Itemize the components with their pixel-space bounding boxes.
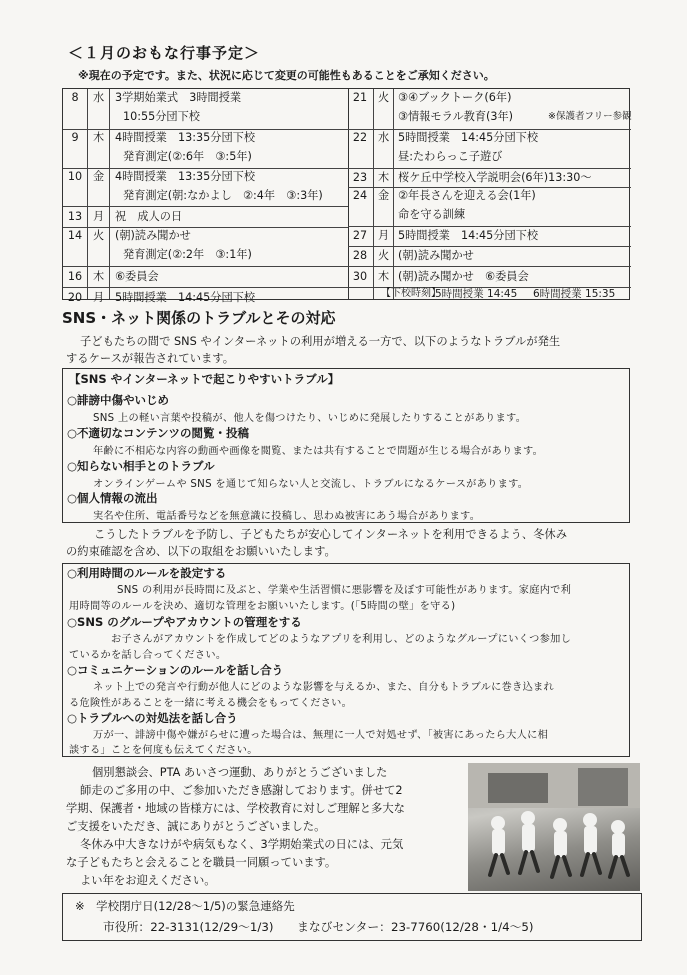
- schedule-event: 発育測定(朝:なかよし ②:4年 ③:3年): [123, 189, 323, 202]
- dismissal-five: 5時間授業 14:45: [435, 288, 518, 300]
- schedule-row-line: [348, 226, 631, 227]
- schedule-event: 昼:たわらっこ子遊び: [398, 150, 503, 163]
- schedule-event: 4時間授業 13:35分団下校: [115, 170, 256, 183]
- measure-text: ネット上での発言や行動が他人にどのような影響を与えるか、また、自分もトラブルに巻き込まれ: [93, 682, 555, 693]
- closing-line: 個別懇談会、PTA あいさつ運動、ありがとうございました: [92, 766, 388, 779]
- trouble-heading: ○個人情報の流出: [67, 491, 158, 505]
- troubles-box-title: 【SNS やインターネットで起こりやすいトラブル】: [69, 372, 340, 386]
- schedule-weekday: 水: [93, 91, 105, 104]
- measure-text: SNS の利用が長時間に及ぶと、学業や生活習慣に悪影響を及ぼす可能性があります。家庭内で利: [117, 585, 572, 596]
- sns-intro-line: するケースが報告されています。: [66, 352, 234, 365]
- sns-section-title: SNS・ネット関係のトラブルとその対応: [62, 309, 336, 327]
- measure-text: ているかを話し合ってください。: [69, 650, 227, 661]
- measure-text: お子さんがアカウントを作成してどのようなアプリを利用し、どのようなグループにいくつ参加し: [111, 634, 572, 645]
- schedule-day: 20: [67, 291, 83, 304]
- running-children-image: [468, 763, 640, 891]
- measure-heading: ○トラブルへの対処法を話し合う: [67, 711, 238, 725]
- measure-text: 万が一、誹謗中傷や嫌がらせに遭った場合は、無理に一人で対処せず、「被害にあったら大人に相: [93, 730, 549, 741]
- trouble-heading: ○不適切なコンテンツの閲覧・投稿: [67, 426, 249, 440]
- schedule-row-line: [63, 168, 348, 169]
- measure-heading: ○SNS のグループやアカウントの管理をする: [67, 615, 302, 629]
- schedule-event: (朝)読み聞かせ ⑥委員会: [398, 269, 529, 283]
- schedule-event: 3学期始業式 3時間授業: [115, 91, 242, 104]
- schedule-weekday: 火: [378, 249, 390, 262]
- schedule-weekday: 金: [93, 170, 105, 183]
- measure-heading: ○コミュニケーションのルールを話し合う: [67, 663, 284, 677]
- schedule-row-line: [348, 246, 631, 247]
- schedule-event: (朝)読み聞かせ: [115, 229, 191, 242]
- schedule-day: 27: [352, 229, 368, 242]
- schedule-event: 発育測定(②:2年 ③:1年): [123, 248, 252, 261]
- schedule-weekday: 水: [378, 131, 390, 144]
- schedule-day: 14: [67, 229, 83, 242]
- closing-line: よい年をお迎えください。: [80, 874, 216, 887]
- schedule-event: 発育測定(②:6年 ③:5年): [123, 150, 252, 163]
- closing-line: 冬休み中大きなけがや病気もなく、3学期始業式の日には、元気: [80, 838, 404, 851]
- trouble-heading: ○誹謗中傷やいじめ: [67, 393, 170, 407]
- closing-line: 学期、保護者・地域の皆様方には、学校教育に対しご理解と多大な: [66, 802, 405, 815]
- students-photo: [468, 763, 640, 891]
- schedule-event: 5時間授業 14:45分団下校: [398, 131, 539, 144]
- schedule-event: 5時間授業 14:45分団下校: [398, 229, 539, 242]
- schedule-weekday: 金: [378, 189, 390, 202]
- schedule-row-line: [348, 129, 631, 130]
- schedule-note: ※保護者フリー参観: [548, 111, 632, 122]
- schedule-day: 13: [67, 209, 83, 223]
- schedule-divider: [109, 89, 110, 299]
- schedule-weekday: 月: [93, 209, 105, 223]
- schedule-event: 祝 成人の日: [115, 209, 183, 223]
- dismissal-six: 6時間授業 15:35: [533, 288, 616, 300]
- schedule-row-line: [63, 266, 348, 267]
- emergency-contact-box: [62, 893, 642, 941]
- sns-intro-line: 子どもたちの間で SNS やインターネットの利用が増える一方で、以下のようなトラブルが発生: [80, 335, 561, 348]
- schedule-weekday: 火: [378, 91, 390, 104]
- schedule-weekday: 月: [93, 291, 105, 304]
- schedule-day: 21: [352, 91, 368, 104]
- measure-heading: ○利用時間のルールを設定する: [67, 566, 227, 580]
- schedule-day: 30: [352, 269, 368, 283]
- schedule-event: 4時間授業 13:35分団下校: [115, 131, 256, 144]
- schedule-event: ③情報モラル教育(3年): [398, 110, 514, 123]
- schedule-weekday: 木: [378, 269, 390, 283]
- schedule-event: (朝)読み聞かせ: [398, 249, 474, 262]
- schedule-row-line: [348, 266, 631, 267]
- schedule-event: ③④ブックトーク(6年): [398, 91, 512, 104]
- measures-box: [62, 563, 630, 757]
- measure-text: 用時間等のルールを決め、適切な管理をお願いいたします。(「5時間の壁」を守る): [69, 601, 456, 612]
- schedule-event: 10:55分団下校: [123, 110, 200, 123]
- events-note: ※現在の予定です。また、状況に応じて変更の可能性もあることをご承知ください。: [78, 69, 495, 82]
- trouble-text: SNS 上の軽い言葉や投稿が、他人を傷つけたり、いじめに発展したりすることがあります。: [93, 413, 527, 424]
- measure-text: 談する」ことを何度も伝えてください。: [69, 745, 258, 756]
- schedule-divider: [373, 89, 374, 299]
- emergency-title: ※ 学校閉庁日(12/28～1/5)の緊急連絡先: [75, 899, 295, 913]
- schedule-day: 22: [352, 131, 368, 144]
- schedule-event: 5時間授業 14:45分団下校: [115, 291, 256, 304]
- schedule-weekday: 火: [93, 229, 105, 242]
- measure-text: る危険性があることを一緒に考える機会をもってください。: [69, 698, 353, 709]
- events-title: ＜１月のおもな行事予定＞: [68, 44, 261, 62]
- trouble-heading: ○知らない相手とのトラブル: [67, 459, 215, 473]
- schedule-day: 10: [67, 170, 83, 183]
- schedule-row-line: [348, 187, 631, 188]
- schedule-divider: [393, 89, 394, 299]
- troubles-box: [62, 368, 630, 523]
- schedule-day: 16: [67, 269, 83, 283]
- trouble-text: オンラインゲームや SNS を通じて知らない人と交流し、トラブルになるケースがあります。: [93, 479, 529, 490]
- schedule-weekday: 木: [378, 170, 390, 184]
- schedule-weekday: 木: [93, 131, 105, 144]
- measures-intro-line: の約束確認を含め、以下の取組をお願いいたします。: [66, 545, 336, 558]
- schedule-table: [62, 88, 632, 304]
- schedule-divider: [87, 89, 88, 299]
- trouble-text: 実名や住所、電話番号などを無意識に投稿し、思わぬ被害にあう場合があります。: [93, 511, 481, 522]
- dismissal-label: 【下校時刻】: [381, 288, 441, 299]
- closing-line: な子どもたちと会えることを職員一同願っています。: [66, 856, 337, 869]
- measures-intro-line: こうしたトラブルを予防し、子どもたちが安心してインターネットを利用できるよう、冬休み: [94, 528, 568, 541]
- schedule-row-line: [63, 129, 348, 130]
- schedule-weekday: 月: [378, 229, 390, 242]
- schedule-row-line: [63, 227, 348, 228]
- schedule-row-line: [63, 287, 348, 288]
- schedule-row-line: [63, 206, 348, 207]
- closing-line: ご支援をいただき、誠にありがとうございました。: [66, 820, 326, 833]
- schedule-day: 24: [352, 189, 368, 202]
- schedule-event: ⑥委員会: [115, 269, 159, 283]
- closing-line: 師走のご多用の中、ご参加いただき感謝しております。併せて2: [80, 784, 403, 797]
- schedule-event: 命を守る訓練: [398, 208, 466, 221]
- emergency-contacts: 市役所：22-3131(12/29～1/3) まなびセンター：23-7760(12/28・1/4～5): [103, 920, 534, 934]
- schedule-event: 桜ケ丘中学校入学説明会(6年)13:30～: [398, 170, 592, 184]
- schedule-day: 23: [352, 170, 368, 184]
- schedule-event: ②年長さんを迎える会(1年): [398, 189, 536, 202]
- schedule-row-line: [348, 168, 631, 169]
- schedule-weekday: 木: [93, 269, 105, 283]
- schedule-day: 9: [71, 131, 79, 144]
- schedule-day: 8: [71, 91, 79, 104]
- schedule-day: 28: [352, 249, 368, 262]
- trouble-text: 年齢に不相応な内容の動画や画像を閲覧、または共有することで問題が生じる場合があります。: [93, 446, 544, 457]
